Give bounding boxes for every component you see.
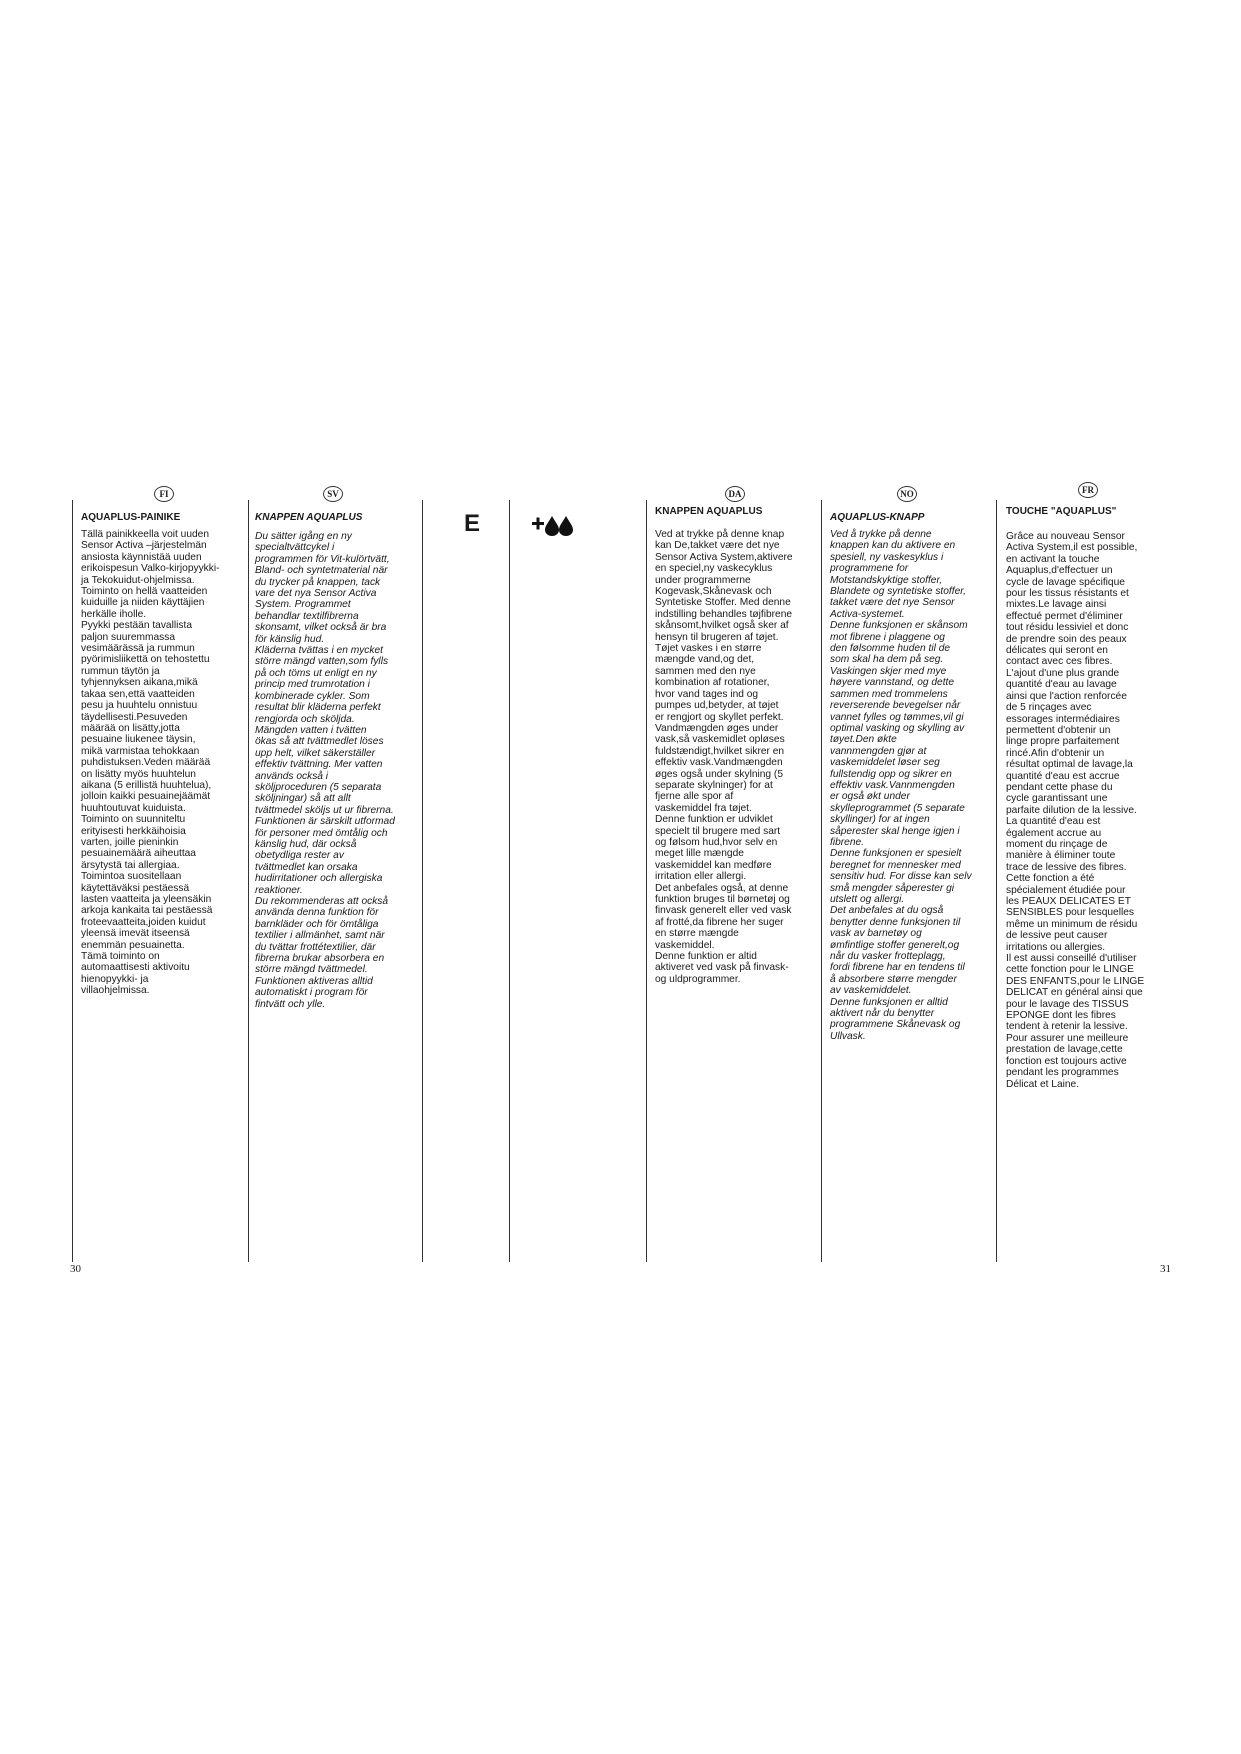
- column-divider: [509, 500, 510, 1262]
- section-title-no: AQUAPLUS-KNAPP: [830, 512, 925, 523]
- column-divider: [996, 500, 997, 1262]
- column-divider: [646, 500, 647, 1262]
- column-divider: [821, 500, 822, 1262]
- section-body-sv: Du sätter igång en ny specialtvättcykel i programmen för Vit-kulörtvätt, Bland- och syntetmaterial när du trycker på knappen, tack vare det nya Sensor Activa System. Programmet behandlar textilfibrerna skonsamt, vilket också är bra för känslig hud. Kläderna tvättas i en mycket större mängd vatten,som fylls på och töms ut enligt en ny princip med trumrotation i kombinerade cykler. Som resultat blir kläderna perfekt rengjorda och sköljda. Mängden vatten i tvätten ökas så att tvättmedlet löses upp helt, vilket säkerställer effektiv tvättning. Mer vatten används också i sköljproceduren (5 separata sköljningar) så att allt tvättmedel sköljs ut ur fibrerna. Funktionen är särskilt utformad för personer med ömtålig och känslig hud, där också obetydliga rester av tvättmedlet kan orsaka hudirritationer och allergiska reaktioner. Du rekommenderas att också använda denna funktion för barnkläder och för ömtåliga textilier i allmänhet, samt när du tvättar frottétextilier, där fibrerna brukar absorbera en större mängd tvättmedel. Funktionen aktiveras alltid automatiskt i program för fintvätt och ylle.: [255, 531, 395, 1010]
- page-number-right: 31: [1160, 1263, 1171, 1275]
- section-body-da: Ved at trykke på denne knap kan De,takket være det nye Sensor Activa System,aktivere en speciel,ny vaskecyklus under programmerne Kogevask,Skånevask och Syntetiske Stoffer. Med denne indstilling behandles tøjfibrene skånsomt,hvilket også sker af hensyn til brugeren af tøjet. Tøjet vaskes i en større mængde vand,og det, sammen med den nye kombination af rotationer, hvor vand tages ind og pumpes ud,betyder, at tøjet er rengjort og skyllet perfekt. Vandmængden øges under vask,så vaskemidlet opløses fuldstændigt,hvilket sikrer en effektiv vask.Vandmængden øges også under skylning (5 separate skylninger) for at fjerne alle spor af vaskemiddel fra tøjet. Denne funktion er udviklet specielt til brugere med sart og følsom hud,hvor selv en meget lille mængde vaskemiddel kan medføre irritation eller allergi. Det anbefales også, at denne funktion bruges til børnetøj og finvask generelt eller ved vask af frotté,da fibrene her suger en større mængde vaskemiddel. Denne funktion er altid aktiveret ved vask på finvask- og uldprogrammer.: [655, 529, 793, 985]
- section-body-fr: Grâce au nouveau Sensor Activa System,il est possible, en activant la touche Aquaplus,d'effectuer un cycle de lavage spécifique pour les tissus résistants et mixtes.Le lavage ainsi effectué permet d'éliminer tout résidu lessiviel et donc de prendre soin des peaux délicates qui seront en contact avec ces fibres. L'ajout d'une plus grande quantité d'eau au lavage ainsi que l'action renforcée de 5 rinçages avec essorages intermédiaires permettent d'obtenir un linge propre parfaitement rincé.Afin d'obtenir un résultat optimal de lavage,la quantité d'eau est accrue pendant cette phase du cycle garantissant une parfaite dilution de la lessive. La quantité d'eau est également accrue au moment du rinçage de manière à éliminer toute trace de lessive des fibres. Cette fonction a été spécialement étudiée pour les PEAUX DELICATES ET SENSIBLES pour lesquelles même un minimum de résidu de lessive peut causer irritations ou allergies. Il est aussi conseillé d'utiliser cette fonction pour le LINGE DES ENFANTS,pour le LINGE DELICAT en général ainsi que pour le lavage des TISSUS EPONGE dont les fibres tendent à retenir la lessive. Pour assurer une meilleure prestation de lavage,cette fonction est toujours active pendant les programmes Délicat et Laine.: [1006, 531, 1145, 1090]
- language-badge-sv: SV: [323, 486, 343, 502]
- section-title-sv: KNAPPEN AQUAPLUS: [255, 512, 363, 523]
- section-title-fr: TOUCHE "AQUAPLUS": [1006, 506, 1117, 517]
- column-divider: [422, 500, 423, 1262]
- column-divider: [248, 500, 249, 1262]
- program-letter: E: [464, 510, 481, 537]
- section-title-fi: AQUAPLUS-PAINIKE: [81, 512, 181, 523]
- plus-two-drops-icon: [532, 514, 574, 536]
- section-body-no: Ved å trykke på denne knappen kan du aktivere en spesiell, ny vaskesyklus i programmene for Motstandskyktige stoffer, Blandete og syntetiske stoffer, takket være det nye Sensor Activa-systemet. Denne funksjonen er skånsom mot fibrene i plaggene og den følsomme huden til de som skal ha dem på seg. Vaskingen skjer med mye høyere vannstand, og dette sammen med trommelens reverserende bevegelser når vannet fylles og tømmes,vil gi optimal vasking og skylling av tøyet.Den økte vannmengden gjør at vaskemiddelet løser seg fullstendig opp og sikrer en effektiv vask.Vannmengden er også økt under skylleprogrammet (5 separate skyllinger) for at ingen såperester skal henge igjen i fibrene. Denne funksjonen er spesielt beregnet for mennesker med sensitiv hud. For disse kan selv små mengder såperester gi utslett og allergi. Det anbefales at du også benytter denne funksjonen til vask av barnetøy og ømfintlige stoffer generelt,og når du vasker frotteplagg, fordi fibrene har en tendens til å absorbere større mengder av vaskemiddelet. Denne funksjonen er alltid aktivert når du benytter programmene Skånevask og Ullvask.: [830, 529, 972, 1042]
- language-badge-da: DA: [725, 486, 745, 502]
- language-badge-fr: FR: [1078, 482, 1098, 498]
- language-badge-no: NO: [897, 486, 917, 502]
- section-title-da: KNAPPEN AQUAPLUS: [655, 506, 763, 517]
- section-body-fi: Tällä painikkeella voit uuden Sensor Activa –järjestelmän ansiosta käynnistää uuden erikoispesun Valko-kirjopyykki- ja Tekokuidut-ohjelmissa. Toiminto on hellä vaatteiden kuiduille ja niiden käyttäjien herkälle iholle. Pyykki pestään tavallista paljon suuremmassa vesimäärässä ja rummun pyörimisliikettä on tehostettu rummun täytön ja tyhjennyksen aikana,mikä takaa sen,että vaatteiden pesu ja huuhtelu onnistuu täydellisesti.Pesuveden määrää on lisätty,jotta pesuaine liukenee täysin, mikä varmistaa tehokkaan puhdistuksen.Veden määrää on lisätty myös huuhtelun aikana (5 erillistä huuhtelua), jolloin kaikki pesuainejäämät huuhtoutuvat kuiduista. Toiminto on suunniteltu erityisesti herkkäihoisia varten, joille pieninkin pesuainemäärä aiheuttaa ärsytystä tai allergiaa. Toimintoa suositellaan käytettäväksi pestäessä lasten vaatteita ja yleensäkin arkoja kankaita tai pestäessä froteevaatteita,joiden kuidut yleensä imevät itseensä enemmän pesuainetta. Tämä toiminto on automaattisesti aktivoitu hienopyykki- ja villaohjelmissa.: [81, 529, 220, 997]
- column-divider: [72, 500, 73, 1262]
- language-badge-fi: FI: [154, 486, 174, 502]
- page-number-left: 30: [70, 1263, 81, 1275]
